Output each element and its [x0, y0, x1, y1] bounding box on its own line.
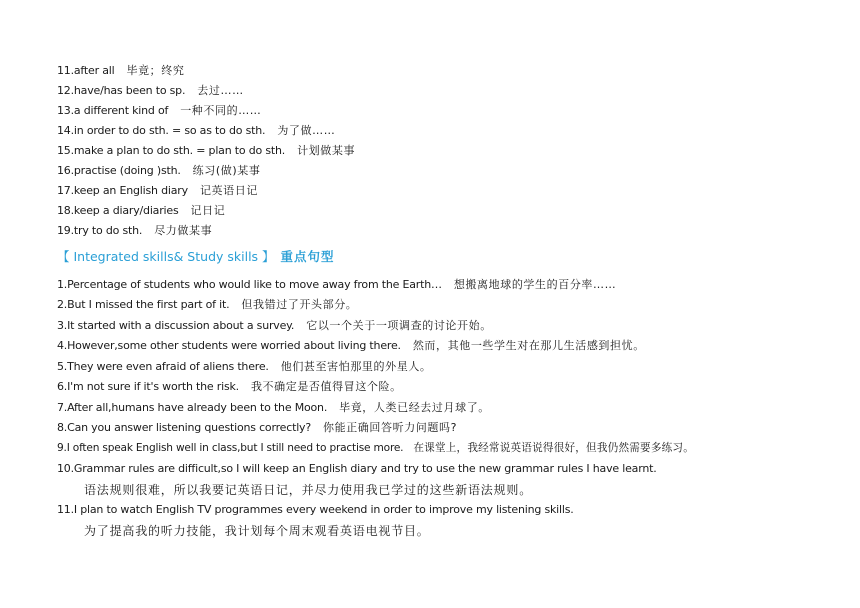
sentence-item [57, 277, 616, 293]
phrase-zh: 毕竟；终究 [126, 64, 185, 77]
phrase-en: 11.after all [57, 64, 115, 77]
sentence-en: 4.However,some other students were worried about living there. [57, 339, 401, 352]
sentence-zh: 然而，其他一些学生对在那儿生活感到担忧。 [412, 339, 645, 352]
sentence-item [57, 338, 645, 354]
sentence-zh: 想搬离地球的学生的百分率…… [453, 278, 617, 291]
sentence-zh: 但我错过了开头部分。 [241, 298, 358, 311]
phrase-zh: 练习(做)某事 [192, 164, 261, 177]
sentence-zh: 毕竟，人类已经去过月球了。 [339, 401, 490, 414]
phrase-en: 18.keep a diary/diaries [57, 204, 179, 217]
phrase-en: 15.make a plan to do sth. = plan to do sth. [57, 144, 286, 157]
sentence-translation [84, 482, 532, 498]
phrase-item [57, 143, 355, 159]
sentence-en: 8.Can you answer listening questions correctly? [57, 421, 311, 434]
sentence-item [57, 297, 357, 313]
phrase-en: 16.practise (doing )sth. [57, 164, 181, 177]
sentence-item [57, 440, 694, 456]
phrase-zh: 一种不同的…… [180, 104, 262, 117]
sentence-en: 5.They were even afraid of aliens there. [57, 360, 269, 373]
sentence-item [57, 359, 432, 375]
phrase-item [57, 103, 261, 119]
phrase-en: 19.try to do sth. [57, 224, 143, 237]
phrase-zh: 记英语日记 [199, 184, 258, 197]
phrase-en: 12.have/has been to sp. [57, 84, 186, 97]
sentence-zh: 他们甚至害怕那里的外星人。 [280, 360, 432, 373]
phrase-item [57, 163, 260, 179]
sentence-item [57, 318, 492, 334]
sentence-translation [84, 523, 430, 539]
sentence-zh: 为了提高我的听力技能，我计划每个周末观看英语电视节目。 [84, 524, 430, 538]
phrase-zh: 记日记 [190, 204, 226, 217]
phrase-zh: 为了做…… [277, 124, 336, 137]
sentence-zh: 语法规则很难，所以我要记英语日记，并尽力使用我已学过的这些新语法规则。 [84, 483, 533, 497]
sentence-zh: 我不确定是否值得冒这个险。 [250, 380, 402, 393]
phrase-item [57, 83, 244, 99]
phrase-zh: 去过…… [197, 84, 244, 97]
phrase-en: 17.keep an English diary [57, 184, 188, 197]
phrase-zh: 计划做某事 [297, 144, 356, 157]
sentence-en: 1.Percentage of students who would like to move away from the Earth… [57, 278, 442, 291]
sentence-en: 3.It started with a discussion about a survey. [57, 319, 295, 332]
sentence-en: 2.But I missed the first part of it. [57, 298, 230, 311]
sentence-zh: 它以一个关于一项调查的讨论开始。 [306, 319, 492, 332]
section-heading-en: 【 Integrated skills& Study skills 】 [57, 249, 275, 264]
sentence-en: 10.Grammar rules are difficult,so I will keep an English diary and try to use the new grammar rules I have learnt. [57, 462, 657, 475]
phrase-item [57, 63, 184, 79]
sentence-item [57, 379, 402, 395]
phrase-item [57, 123, 335, 139]
sentence-en: 11.I plan to watch English TV programmes every weekend in order to improve my listening skills. [57, 503, 574, 516]
sentence-item [57, 502, 574, 518]
sentence-item [57, 420, 457, 436]
sentence-zh: 在课堂上，我经常说英语说得很好，但我仍然需要多练习。 [413, 442, 694, 454]
sentence-item [57, 400, 490, 416]
phrase-en: 13.a different kind of [57, 104, 169, 117]
phrase-item [57, 183, 258, 199]
phrase-item [57, 223, 212, 239]
sentence-zh: 你能正确回答听力问题吗? [323, 421, 458, 434]
sentence-en: 7.After all,humans have already been to the Moon. [57, 401, 328, 414]
sentence-item [57, 461, 657, 477]
sentence-en: 9.I often speak English well in class,but I still need to practise more. [57, 442, 404, 454]
sentence-en: 6.I'm not sure if it's worth the risk. [57, 380, 239, 393]
phrase-en: 14.in order to do sth. = so as to do sth. [57, 124, 266, 137]
phrase-item [57, 203, 225, 219]
phrase-zh: 尽力做某事 [154, 224, 213, 237]
section-heading-zh: 重点句型 [280, 249, 335, 264]
section-heading [57, 249, 335, 265]
